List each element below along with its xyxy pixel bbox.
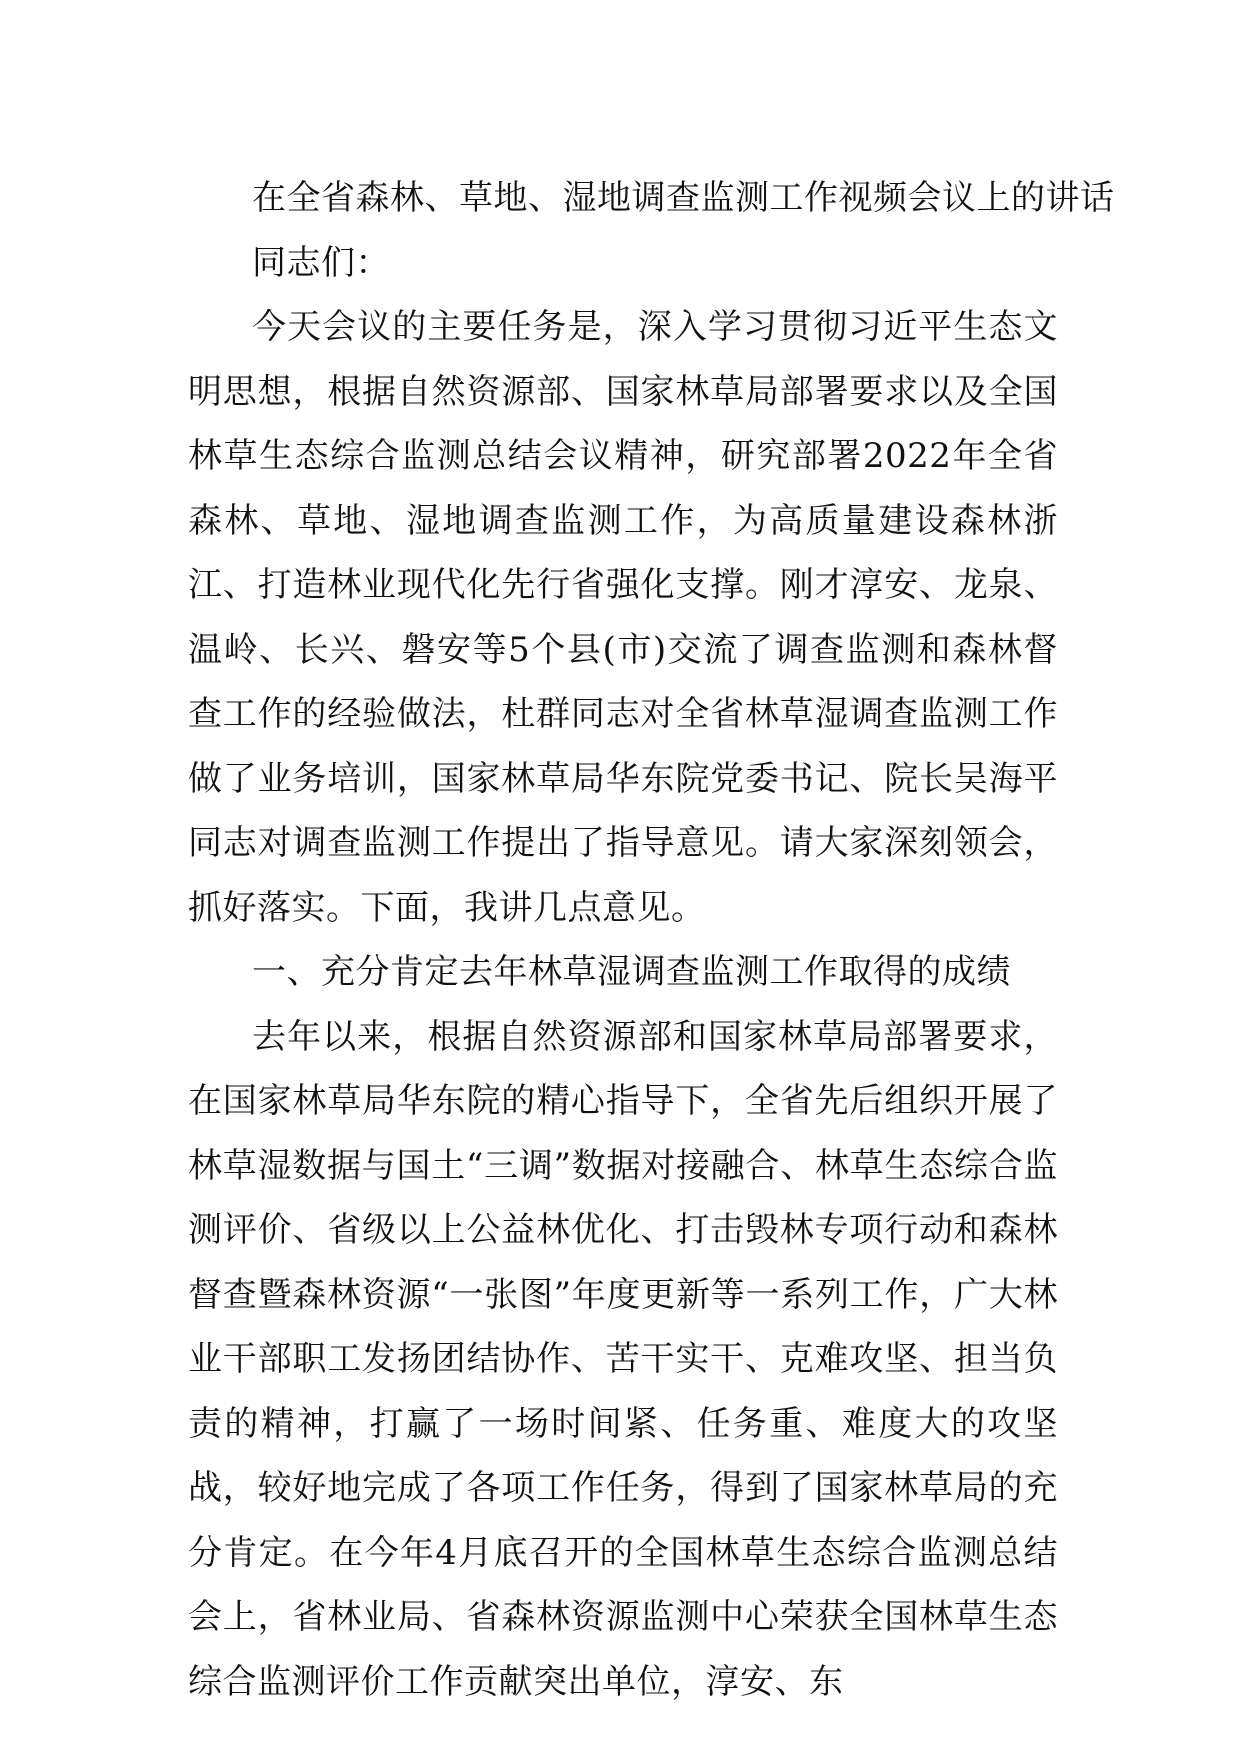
document-title: 在全省森林、草地、湿地调查监测工作视频会议上的讲话 (252, 178, 1115, 218)
paragraph-achievements: 去年以来，根据自然资源部和国家林草局部署要求，在国家林草局华东院的精心指导下，全省先后组织开展了林草湿数据与国土“三调”数据对接融合、林草生态综合监测评价、省级以上公益林优化、打击毁林专项行动和森林督查暨森林资源“一张图”年度更新等一系列工作，广大林业干部职工发扬团结协作、苦干实干、克难攻坚、担当负责的精神，打赢了一场时间紧、任务重、难度大的攻坚战，较好地完成了各项工作任务，得到了国家林草局的充分肯定。在今年4月底召开的全国林草生态综合监测总结会上，省林业局、省森林资源监测中心荣获全国林草生态综合监测评价工作贡献突出单位，淳安、东 (188, 1016, 1058, 1702)
salutation: 同志们： (252, 242, 390, 283)
paragraph-intro: 今天会议的主要任务是，深入学习贯彻习近平生态文明思想，根据自然资源部、国家林草局部署要求以及全国林草生态综合监测总结会议精神，研究部署2022年全省森林、草地、湿地调查监测工作，为高质量建设森林浙江、打造林业现代化先行省强化支撑。刚才淳安、龙泉、温岭、长兴、磐安等5个县(市)交流了调查监测和森林督查工作的经验做法，杜群同志对全省林草湿调查监测工作做了业务培训，国家林草局华东院党委书记、院长吴海平同志对调查监测工作提出了指导意见。请大家深刻领会，抓好落实。下面，我讲几点意见。 (188, 307, 1058, 928)
document-page (188, 166, 1115, 1714)
section-heading-1: 一、充分肯定去年林草湿调查监测工作取得的成绩 (252, 952, 1011, 992)
